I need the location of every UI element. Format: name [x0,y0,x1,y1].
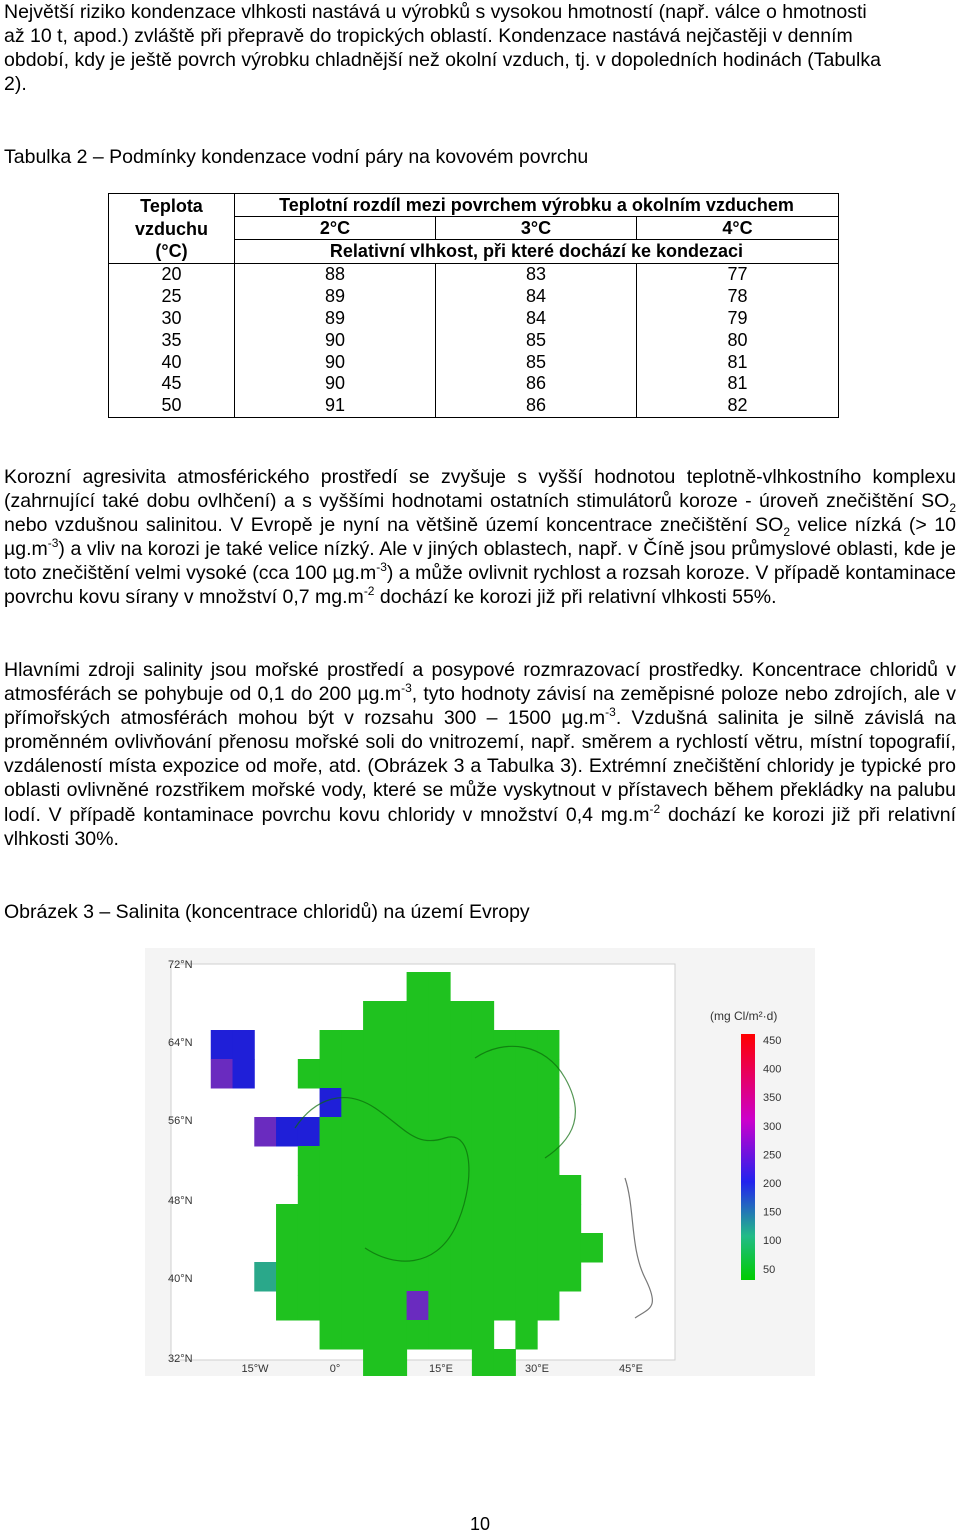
salinity-cell [385,1204,407,1234]
latitude-label: 64°N [168,1037,193,1049]
salinity-cell [515,1088,537,1118]
salinity-map [145,948,815,1376]
salinity-cell [472,1349,494,1376]
table-row [109,263,839,285]
salinity-cell [407,1146,429,1176]
humidity-cell: 83 [436,263,637,285]
salinity-cell [537,1088,559,1118]
salinity-cell [341,1291,363,1321]
salinity-cell [341,1320,363,1350]
salinity-cell [341,1030,363,1060]
latitude-label: 48°N [168,1195,193,1207]
temperature-cell: 20 [109,263,235,285]
salinity-cell [515,1117,537,1147]
longitude-label: 15°E [429,1363,453,1375]
salinity-cell [320,1320,342,1350]
legend-tick-label: 250 [763,1149,782,1162]
salinity-cell [537,1204,559,1234]
salinity-cell [428,1233,450,1263]
salinity-cell [407,1262,429,1292]
salinity-cell [494,1291,516,1321]
humidity-cell: 84 [436,285,637,307]
salinity-cell [363,1349,385,1376]
figure-caption: Obrázek 3 – Salinita (koncentrace chloridů) na území Evropy [4,901,530,923]
salinity-cell [341,1088,363,1118]
salinity-cell [363,1030,385,1060]
salinity-cell [428,1088,450,1118]
salinity-cell [537,1117,559,1147]
salinity-cell [211,1030,233,1060]
humidity-cell: 89 [235,307,436,329]
temperature-cell: 35 [109,329,235,351]
salinity-cell [559,1233,581,1263]
salinity-cell [515,1146,537,1176]
humidity-cell: 85 [436,329,637,351]
legend-title: (mg Cl/m²·d) [710,1009,778,1023]
legend-tick-label: 400 [763,1063,782,1076]
salinity-cell [515,1291,537,1321]
table-row [109,373,839,395]
humidity-cell: 85 [436,351,637,373]
humidity-cell: 89 [235,285,436,307]
longitude-label: 30°E [525,1363,549,1375]
salinity-cell [298,1059,320,1089]
salinity-cell [363,1117,385,1147]
table-row [109,351,839,373]
salinity-cell [428,1320,450,1350]
salinity-cell [385,1291,407,1321]
salinity-cell [515,1320,537,1350]
latitude-label: 40°N [168,1273,193,1285]
salinity-cell [472,1059,494,1089]
salinity-cell [298,1204,320,1234]
salinity-cell [341,1146,363,1176]
salinity-cell [472,1204,494,1234]
row-header-temperature: Teplota vzduchu (°C) [109,194,235,264]
salinity-cell [428,1059,450,1089]
diff-header-4: 4°C [637,217,839,240]
humidity-cell: 91 [235,395,436,417]
salinity-cell [298,1233,320,1263]
legend-colorbar [741,1034,755,1280]
salinity-cell [559,1175,581,1205]
salinity-cell [363,1059,385,1089]
salinity-cell [363,1146,385,1176]
diff-header-2: 2°C [235,217,436,240]
salinity-cell [298,1175,320,1205]
table-row [109,329,839,351]
group-header: Teplotní rozdíl mezi povrchem výrobku a okolním vzduchem [235,194,839,217]
salinity-cell [428,1001,450,1031]
legend-tick-label: 200 [763,1178,782,1190]
salinity-cell [472,1088,494,1118]
salinity-cell [407,1204,429,1234]
salinity-cell [254,1262,276,1292]
latitude-label: 72°N [168,959,193,971]
salinity-cell [494,1175,516,1205]
longitude-label: 15°W [241,1363,269,1375]
salinity-cell [472,1146,494,1176]
salinity-cell [472,1030,494,1060]
temperature-cell: 45 [109,373,235,395]
salinity-cell [407,1030,429,1060]
humidity-cell: 79 [637,307,839,329]
salinity-cell [363,1175,385,1205]
intro-line-2: až 10 t, apod.) zvláště při přepravě do tropických oblastí. Kondenzace nastává nejčastěji v denním [4,25,853,48]
salinity-cell [385,1349,407,1376]
humidity-cell: 90 [235,329,436,351]
salinity-cell [428,1030,450,1060]
intro-line-3: období, kdy je ještě povrch výrobku chladnější než okolní vzduch, tj. v dopoledních hodinách (Tabulka [4,49,881,72]
salinity-cell [385,1175,407,1205]
salinity-cell [428,1146,450,1176]
salinity-cell [494,1088,516,1118]
humidity-cell: 90 [235,351,436,373]
salinity-cell [254,1117,276,1147]
salinity-cell [320,1175,342,1205]
humidity-cell: 84 [436,307,637,329]
salinity-cell [515,1204,537,1234]
salinity-cell [428,1204,450,1234]
table-row [109,307,839,329]
salinity-cell [494,1204,516,1234]
salinity-cell [472,1175,494,1205]
longitude-label: 45°E [619,1363,643,1375]
salinity-cell [494,1030,516,1060]
salinity-cell [537,1175,559,1205]
salinity-cell [450,1001,472,1031]
humidity-subheader: Relativní vlhkost, při které dochází ke kondezaci [235,240,839,263]
salinity-cell [472,1320,494,1350]
humidity-cell: 77 [637,263,839,285]
legend-tick-label: 150 [763,1206,782,1219]
salinity-cell [341,1233,363,1263]
salinity-cell [515,1262,537,1292]
salinity-cell [320,1233,342,1263]
salinity-cell [298,1146,320,1176]
salinity-cell [537,1030,559,1060]
salinity-cell [385,1088,407,1118]
salinity-cell [385,1059,407,1089]
salinity-cell [494,1349,516,1376]
salinity-cell [450,1262,472,1292]
salinity-cell [428,972,450,1002]
page-number: 10 [469,1514,491,1534]
salinity-cell [494,1146,516,1176]
salinity-map-svg [145,948,815,1376]
salinity-cell [385,1146,407,1176]
temperature-cell: 50 [109,395,235,417]
salinity-cell [385,1117,407,1147]
salinity-cell [276,1291,298,1321]
humidity-cell: 90 [235,373,436,395]
salinity-cell [537,1262,559,1292]
intro-line-1: Největší riziko kondenzace vlhkosti nastává u výrobků s vysokou hmotností (např. válce o hmotnosti [4,1,867,23]
salinity-cell [450,1204,472,1234]
temperature-cell: 40 [109,351,235,373]
salinity-cell [450,1320,472,1350]
salinity-cell [320,1291,342,1321]
humidity-cell: 78 [637,285,839,307]
salinity-cell [472,1291,494,1321]
salinity-cell [276,1262,298,1292]
legend-tick-label: 300 [763,1120,782,1133]
salinity-cell [407,1320,429,1350]
salinity-cell [363,1291,385,1321]
salinity-cell [559,1262,581,1292]
legend-tick-label: 350 [763,1092,782,1105]
humidity-cell: 80 [637,329,839,351]
salinity-cell [428,1262,450,1292]
salinity-cell [407,1175,429,1205]
salinity-cell [233,1030,255,1060]
temperature-cell: 25 [109,285,235,307]
humidity-cell: 86 [436,395,637,417]
latitude-label: 56°N [168,1115,193,1127]
salinity-cell [276,1233,298,1263]
salinity-cell [363,1233,385,1263]
salinity-cell [472,1262,494,1292]
salinity-cell [385,1233,407,1263]
salinity-cell [320,1117,342,1147]
table-row [109,285,839,307]
legend-tick-label: 50 [763,1263,776,1276]
salinity-cell [341,1262,363,1292]
salinity-cell [385,1030,407,1060]
salinity-cell [537,1291,559,1321]
table-caption: Tabulka 2 – Podmínky kondenzace vodní páry na kovovém povrchu [4,146,589,168]
humidity-cell: 81 [637,373,839,395]
salinity-cell [385,1320,407,1350]
salinity-cell [341,1059,363,1089]
salinity-cell [341,1175,363,1205]
salinity-cell [407,1117,429,1147]
salinity-cell [450,1088,472,1118]
salinity-cell [363,1320,385,1350]
salinity-cell [515,1233,537,1263]
salinity-cell [428,1291,450,1321]
salinity-cell [581,1233,603,1263]
salinity-cell [407,1233,429,1263]
salinity-cell [341,1117,363,1147]
salinity-cell [407,1059,429,1089]
salinity-cell [559,1204,581,1234]
salinity-cell [450,1030,472,1060]
salinity-cell [276,1204,298,1234]
salinity-cell [211,1059,233,1089]
salinity-cell [298,1291,320,1321]
corrosivity-paragraph: Korozní agresivita atmosférického prostředí se zvyšuje s vyšší hodnotou teplotně-vlhkostního komplexu (zahrnující také dobu ovlhčení) a s vyššími hodnotami ostatních stimulátorů koroze - úroveň znečištění $SO_2$ nebo vzdušnou salinitou. V Evropě je nyní na většině území koncentrace znečištění $SO_2$ velice nízká (> 10 $\mu g.m^{-3}$) a vliv na korozi je také velice nízký. Ale v jiných oblastech, např. v Číně jsou průmyslové oblasti, kde je toto znečištění velmi vysoké (cca 100 $\mu g.m^{-3}$) a může ovlivnit rychlost a rozsah koroze. V případě kontaminace povrchu kovu sírany v množství 0,7 $mg.m^{-2}$ dochází ke korozi již při relativní vlhkosti 55%. [4,466,956,609]
salinity-cell [494,1059,516,1089]
salinity-cell [450,1233,472,1263]
salinity-cell [407,1291,429,1321]
salinity-cell [320,1262,342,1292]
salinity-cell [428,1175,450,1205]
humidity-cell: 86 [436,373,637,395]
salinity-cell [494,1233,516,1263]
intro-paragraph [4,0,956,96]
salinity-cell [320,1059,342,1089]
latitude-label: 32°N [168,1353,193,1365]
legend-tick-label: 450 [763,1035,782,1047]
salinity-cell [450,1291,472,1321]
salinity-cell [341,1204,363,1234]
salinity-cell [407,1088,429,1118]
humidity-cell: 82 [637,395,839,417]
salinity-cell [450,1059,472,1089]
salinity-cell [537,1059,559,1089]
salinity-cell [515,1059,537,1089]
salinity-cell [363,1001,385,1031]
salinity-cell [407,1001,429,1031]
salinity-cell [472,1117,494,1147]
salinity-cell [385,1001,407,1031]
condensation-table [108,193,839,418]
salinity-cell [428,1117,450,1147]
legend-tick-label: 100 [763,1235,782,1248]
salinity-cell [363,1262,385,1292]
salinity-cell [537,1146,559,1176]
salinity-cell [494,1117,516,1147]
salinity-cell [320,1030,342,1060]
table-row [109,395,839,417]
longitude-label: 0° [329,1363,341,1375]
salinity-cell [385,1262,407,1292]
humidity-cell: 81 [637,351,839,373]
salinity-cell [472,1001,494,1031]
salinity-cell [276,1117,298,1147]
salinity-cell [515,1175,537,1205]
salinity-cell [537,1233,559,1263]
diff-header-3: 3°C [436,217,637,240]
salinity-paragraph: Hlavními zdroji salinity jsou mořské prostředí a posypové rozmrazovací prostředky. Koncentrace chloridů v atmosférách se pohybuje od 0,1 do 200 $\mu g.m^{-3}$, tyto hodnoty závisí na zeměpisné poloze nebo zdrojích, ale v přímořských atmosférách mohou být v rozsahu 300 – 1500 $\mu g.m^{-3}$. Vzdušná salinita je silně závislá na proměnném ovlivňování přenosu mořské soli do vnitrozemí, např. směrem a rychlostí větru, místní topografií, vzdáleností místa expozice od moře, atd. (Obrázek 3 a Tabulka 3). Extrémní znečištění chloridy je typické pro oblasti ovlivněné rozstřikem mořské vody, které se může vyskytnout v přístavech během překládky na palubu lodí. V případě kontaminace povrchu kovu chloridy v množství 0,4 $mg.m^{-2}$ dochází ke korozi již při relativní vlhkosti 30%. [4,659,956,850]
salinity-cell [494,1262,516,1292]
salinity-cell [320,1204,342,1234]
salinity-cell [320,1146,342,1176]
temperature-cell: 30 [109,307,235,329]
intro-line-4: 2). [4,73,27,96]
salinity-cell [233,1059,255,1089]
salinity-cell [363,1204,385,1234]
humidity-cell: 88 [235,263,436,285]
salinity-cell [472,1233,494,1263]
salinity-cell [298,1117,320,1147]
salinity-cell [515,1030,537,1060]
salinity-cell [407,972,429,1002]
salinity-cell [298,1262,320,1292]
